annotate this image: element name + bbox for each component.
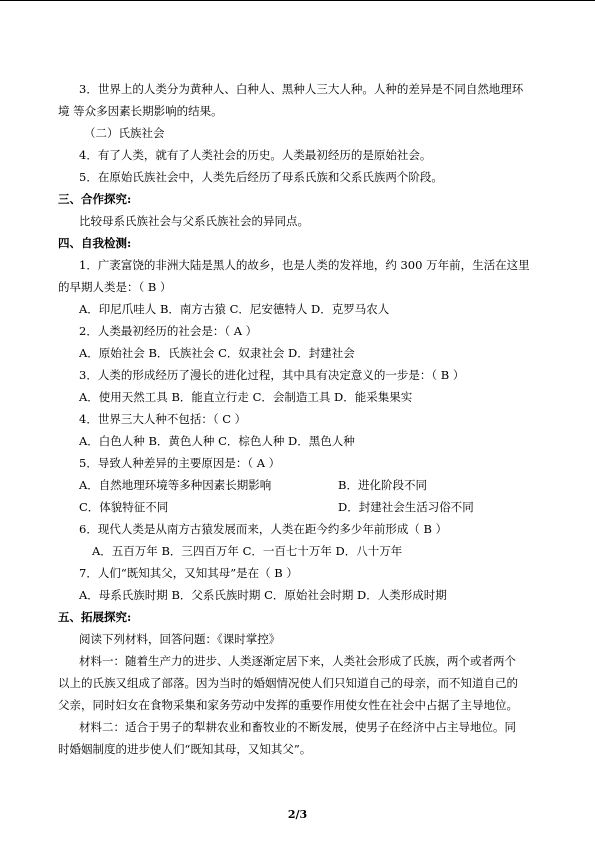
answer-options: A．母系氏族时期 B．父系氏族时期 C．原始社会时期 D．人类形成时期 xyxy=(79,588,447,602)
material-text: 材料二：适合于男子的犁耕农业和畜牧业的不断发展，使男子在经济中占主导地位。同 xyxy=(79,720,516,734)
question-text: 2．人类最初经历的社会是：（ A ） xyxy=(79,324,258,338)
text-line: 境 等众多因素长期影响的结果。 xyxy=(58,104,223,118)
question-text: 6．现代人类是从南方古猿发展而来，人类在距今约多少年前形成（ B ） xyxy=(79,522,448,536)
text-line: 3．世界上的人类分为黄种人、白种人、黑种人三大人种。人种的差异是不同自然地理环 xyxy=(79,82,524,96)
text-line: 5．在原始氏族社会中，人类先后经历了母系氏族和父系氏族两个阶段。 xyxy=(79,170,443,184)
question-text: 7．人们“既知其父，又知其母”是在（ B ） xyxy=(79,566,298,580)
text-line: 阅读下列材料，回答问题：《课时掌控》 xyxy=(79,632,281,646)
answer-option: C．体貌特征不同 xyxy=(79,500,169,514)
question-text: 4．世界三大人种不包括：（ C ） xyxy=(79,412,247,426)
material-text: 父亲，同时妇女在食物采集和家务劳动中发挥的重要作用使女性在社会中占据了主导地位。 xyxy=(58,698,518,712)
page-number: 2/3 xyxy=(287,808,308,821)
answer-options: A．白色人种 B．黄色人种 C．棕色人种 D．黑色人种 xyxy=(79,434,355,448)
material-text: 时婚姻制度的进步使人们“既知其母，又知其父”。 xyxy=(58,742,312,756)
question-text: 的早期人类是：（ B ） xyxy=(58,280,172,294)
answer-options: A．五百万年 B．三四百万年 C．一百七十万年 D．八十万年 xyxy=(92,544,403,558)
section-heading: 五、拓展探究: xyxy=(58,610,132,624)
answer-options: A．使用天然工具 B．能直立行走 C．会制造工具 D．能采集果实 xyxy=(79,390,413,404)
material-text: 材料一：随着生产力的进步、人类逐渐定居下来，人类社会形成了氏族，两个或者两个 xyxy=(79,654,516,668)
section-heading: 三、合作探究: xyxy=(58,192,132,206)
material-text: 以上的氏族又组成了部落。因为当时的婚姻情况使人们只知道自己的母亲，而不知道自己的 xyxy=(58,676,518,690)
text-line: 比较母系氏族社会与父系氏族社会的异同点。 xyxy=(79,214,309,228)
section-subheading: （二）氏族社会 xyxy=(84,126,165,140)
question-text: 5．导致人种差异的主要原因是：（ A ） xyxy=(79,456,281,470)
section-heading: 四、自我检测: xyxy=(58,236,132,250)
text-line: 4．有了人类，就有了人类社会的历史。人类最初经历的是原始社会。 xyxy=(79,148,432,162)
answer-option: D．封建社会生活习俗不同 xyxy=(338,500,474,514)
answer-option: A．自然地理环境等多种因素长期影响 xyxy=(79,478,272,492)
question-text: 1．广袤富饶的非洲大陆是黑人的故乡，也是人类的发祥地，约 300 万年前，生活在这里 xyxy=(79,258,530,272)
answer-options: A．原始社会 B．氏族社会 C．奴隶社会 D．封建社会 xyxy=(79,346,355,360)
answer-option: B．进化阶段不同 xyxy=(338,478,427,492)
question-text: 3．人类的形成经历了漫长的进化过程，其中具有决定意义的一步是：（ B ） xyxy=(79,368,465,382)
answer-options: A．印尼爪哇人 B．南方古猿 C．尼安德特人 D．克罗马农人 xyxy=(79,302,390,316)
